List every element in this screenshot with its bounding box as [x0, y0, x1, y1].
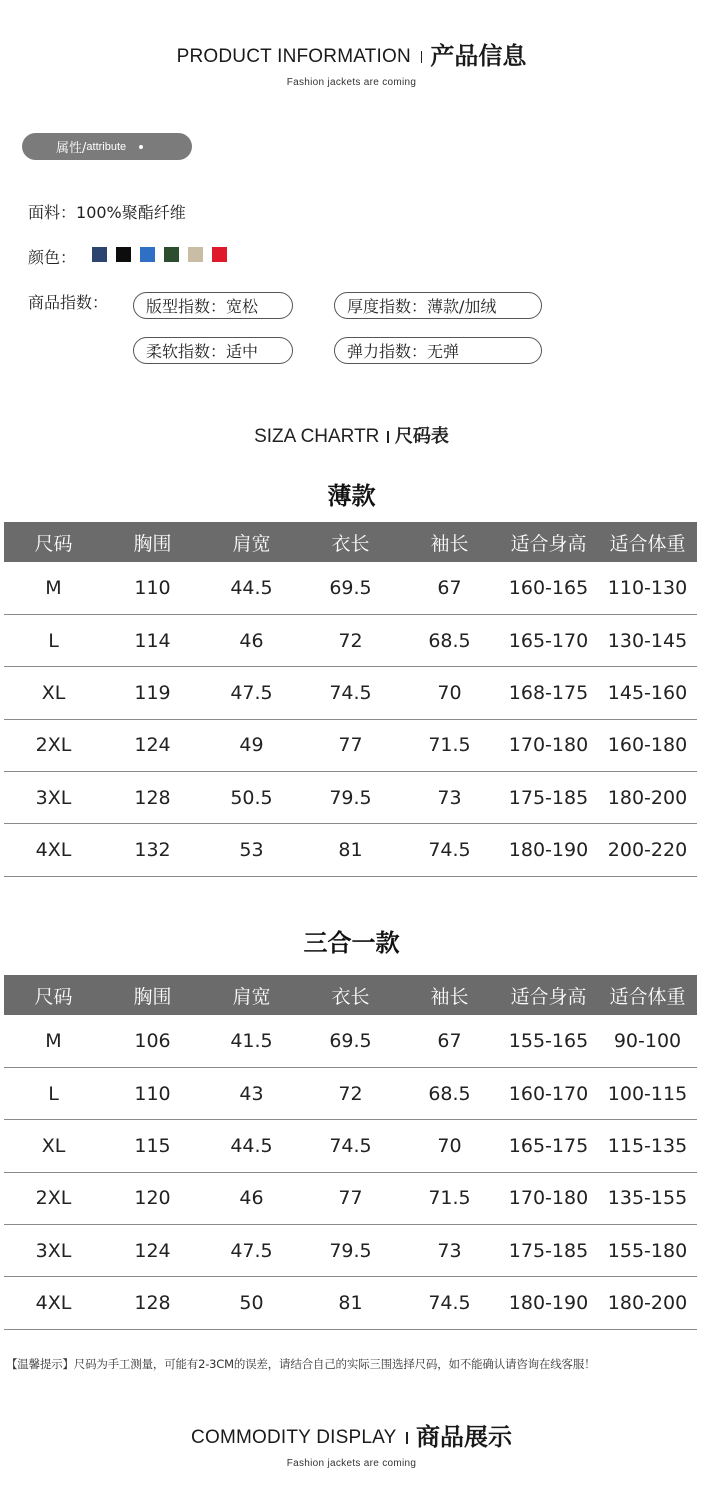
table-cell: 100-115	[598, 1067, 697, 1119]
product-info-subtitle: Fashion jackets are coming	[286, 77, 417, 88]
table-cell: 165-170	[499, 614, 598, 666]
table-cell: 79.5	[301, 772, 400, 824]
table-cell: 4XL	[4, 1277, 103, 1329]
column-header: 适合体重	[598, 522, 697, 562]
table-header-row	[4, 522, 697, 562]
commodity-title-en: COMMODITY DISPLAY	[191, 1427, 397, 1448]
attribute-badge	[22, 133, 192, 160]
table-cell: 168-175	[499, 667, 598, 719]
fabric-label: 面料：	[28, 203, 77, 222]
table-cell: 47.5	[202, 1225, 301, 1277]
table-cell: 49	[202, 719, 301, 771]
table-cell: 130-145	[598, 614, 697, 666]
attribute-badge-en: attribute	[86, 140, 127, 153]
fabric-value: 100%聚酯纤维	[76, 203, 186, 222]
title-divider	[406, 1432, 408, 1444]
table-cell: 110	[103, 1067, 202, 1119]
column-header: 胸围	[103, 975, 202, 1015]
table-cell: 74.5	[400, 1277, 499, 1329]
table-cell: 71.5	[400, 1172, 499, 1224]
table-cell: 180-190	[499, 1277, 598, 1329]
table-cell: 119	[103, 667, 202, 719]
column-header: 胸围	[103, 522, 202, 562]
product-info-title-zh: 产品信息	[430, 42, 527, 70]
table-cell: 180-200	[598, 772, 697, 824]
elasticity-index-pill: 弹力指数：无弹	[334, 337, 542, 364]
table-cell: 71.5	[400, 719, 499, 771]
table-cell: 74.5	[400, 824, 499, 876]
color-swatch	[188, 247, 203, 262]
column-header: 适合身高	[499, 975, 598, 1015]
table-cell: 124	[103, 719, 202, 771]
table-cell: L	[4, 1067, 103, 1119]
table-row	[4, 719, 697, 771]
table-cell: 3XL	[4, 772, 103, 824]
product-info-title-en: PRODUCT INFORMATION	[176, 46, 411, 67]
table-row	[4, 1172, 697, 1224]
softness-index-pill: 柔软指数：适中	[133, 337, 293, 364]
table-row	[4, 1067, 697, 1119]
table-cell: 124	[103, 1225, 202, 1277]
table-cell: 170-180	[499, 719, 598, 771]
table-cell: 160-170	[499, 1067, 598, 1119]
dot-icon	[139, 145, 143, 149]
table-cell: 135-155	[598, 1172, 697, 1224]
column-header: 适合身高	[499, 522, 598, 562]
column-header: 袖长	[400, 522, 499, 562]
fabric-row	[28, 200, 186, 223]
table-cell: 3XL	[4, 1225, 103, 1277]
index-label: 商品指数：	[28, 293, 109, 312]
table-cell: L	[4, 614, 103, 666]
table-cell: 180-190	[499, 824, 598, 876]
table-header-row	[4, 975, 697, 1015]
color-swatch	[116, 247, 131, 262]
table-cell: 120	[103, 1172, 202, 1224]
table-cell: XL	[4, 667, 103, 719]
column-header: 尺码	[4, 975, 103, 1015]
table-cell: 128	[103, 1277, 202, 1329]
sizing-note: 【温馨提示】尺码为手工测量，可能有2-3CM的误差，请结合自己的实际三围选择尺码，如不能确认请咨询在线客服！	[6, 1357, 596, 1371]
product-info-header	[0, 36, 703, 88]
table-cell: 180-200	[598, 1277, 697, 1329]
column-header: 袖长	[400, 975, 499, 1015]
table-row	[4, 772, 697, 824]
table-cell: 155-180	[598, 1225, 697, 1277]
table-cell: 200-220	[598, 824, 697, 876]
table-cell: 145-160	[598, 667, 697, 719]
table-cell: 74.5	[301, 667, 400, 719]
table-row	[4, 1277, 697, 1329]
three-in-one-section-title: 三合一款	[303, 929, 400, 957]
table-cell: 74.5	[301, 1120, 400, 1172]
table-cell: 53	[202, 824, 301, 876]
table-cell: 4XL	[4, 824, 103, 876]
table-row	[4, 1015, 697, 1067]
column-header: 适合体重	[598, 975, 697, 1015]
table-cell: 110-130	[598, 562, 697, 614]
table-cell: 106	[103, 1015, 202, 1067]
thin-section-title: 薄款	[327, 482, 376, 510]
table-cell: 175-185	[499, 1225, 598, 1277]
column-header: 肩宽	[202, 522, 301, 562]
color-swatch	[212, 247, 227, 262]
table-cell: 165-175	[499, 1120, 598, 1172]
column-header: 尺码	[4, 522, 103, 562]
table-row	[4, 667, 697, 719]
table-cell: M	[4, 562, 103, 614]
color-swatches	[92, 247, 227, 262]
table-cell: 73	[400, 772, 499, 824]
commodity-display-header	[0, 1417, 703, 1469]
table-row	[4, 824, 697, 876]
commodity-subtitle: Fashion jackets are coming	[286, 1458, 417, 1469]
size-chart-title	[0, 422, 703, 448]
table-cell: 73	[400, 1225, 499, 1277]
thickness-index-pill: 厚度指数：薄款/加绒	[334, 292, 542, 319]
color-swatch	[164, 247, 179, 262]
table-cell: 160-165	[499, 562, 598, 614]
table-cell: 47.5	[202, 667, 301, 719]
table-cell: 114	[103, 614, 202, 666]
table-cell: 50	[202, 1277, 301, 1329]
table-cell: 77	[301, 719, 400, 771]
color-swatch	[140, 247, 155, 262]
table-cell: 81	[301, 824, 400, 876]
table-cell: 77	[301, 1172, 400, 1224]
table-cell: 70	[400, 667, 499, 719]
commodity-title-zh: 商品展示	[415, 1423, 512, 1451]
column-header: 衣长	[301, 975, 400, 1015]
table-cell: 69.5	[301, 562, 400, 614]
table-cell: 44.5	[202, 562, 301, 614]
table-cell: 115	[103, 1120, 202, 1172]
table-cell: 67	[400, 562, 499, 614]
title-divider	[421, 51, 423, 63]
table-cell: 50.5	[202, 772, 301, 824]
table-cell: 69.5	[301, 1015, 400, 1067]
table-cell: 79.5	[301, 1225, 400, 1277]
table-cell: 46	[202, 1172, 301, 1224]
table-cell: 115-135	[598, 1120, 697, 1172]
table-cell: 2XL	[4, 719, 103, 771]
table-cell: 132	[103, 824, 202, 876]
table-cell: 175-185	[499, 772, 598, 824]
thin-size-table	[4, 522, 697, 877]
table-cell: 90-100	[598, 1015, 697, 1067]
table-row	[4, 614, 697, 666]
table-cell: 2XL	[4, 1172, 103, 1224]
color-swatch	[92, 247, 107, 262]
table-row	[4, 1225, 697, 1277]
table-cell: 128	[103, 772, 202, 824]
table-cell: 160-180	[598, 719, 697, 771]
attribute-badge-zh: 属性/	[56, 141, 87, 156]
table-cell: 41.5	[202, 1015, 301, 1067]
table-cell: 68.5	[400, 614, 499, 666]
fit-index-pill: 版型指数：宽松	[133, 292, 293, 319]
table-cell: 43	[202, 1067, 301, 1119]
table-cell: 67	[400, 1015, 499, 1067]
table-cell: 155-165	[499, 1015, 598, 1067]
table-row	[4, 1120, 697, 1172]
table-cell: 110	[103, 562, 202, 614]
table-cell: 46	[202, 614, 301, 666]
table-cell: 170-180	[499, 1172, 598, 1224]
column-header: 肩宽	[202, 975, 301, 1015]
table-cell: 44.5	[202, 1120, 301, 1172]
table-cell: M	[4, 1015, 103, 1067]
color-label: 颜色：	[28, 248, 77, 267]
table-cell: 68.5	[400, 1067, 499, 1119]
size-chart-title-en: SIZA CHARTR	[254, 426, 380, 447]
table-cell: XL	[4, 1120, 103, 1172]
table-cell: 72	[301, 614, 400, 666]
table-row	[4, 562, 697, 614]
table-cell: 72	[301, 1067, 400, 1119]
title-divider	[387, 431, 389, 443]
size-chart-title-zh: 尺码表	[394, 426, 449, 447]
table-cell: 81	[301, 1277, 400, 1329]
column-header: 衣长	[301, 522, 400, 562]
table-cell: 70	[400, 1120, 499, 1172]
three-in-one-size-table	[4, 975, 697, 1330]
